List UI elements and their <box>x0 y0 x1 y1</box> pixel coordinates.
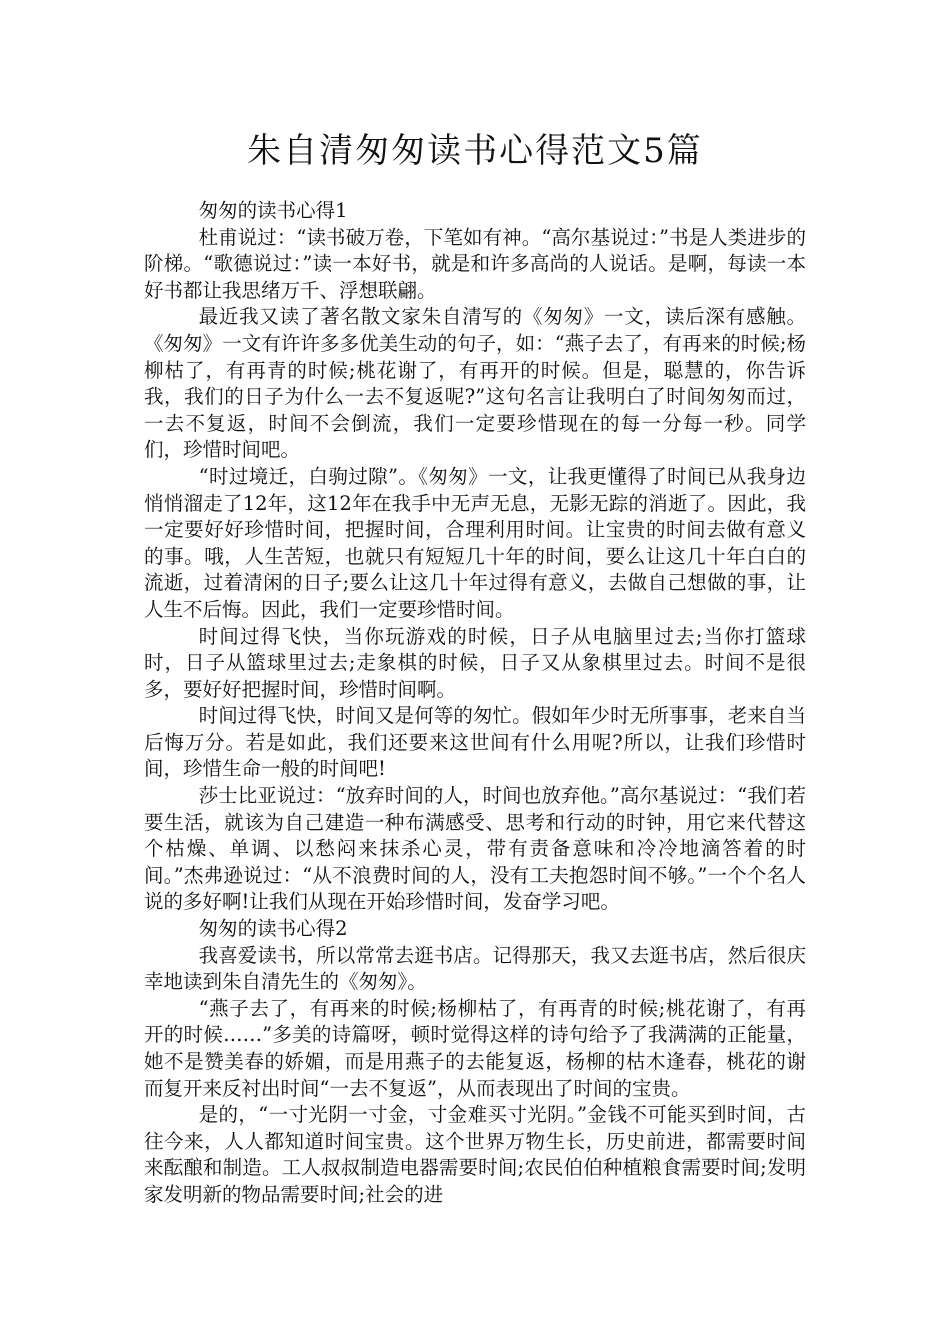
paragraph: 时间过得飞快，当你玩游戏的时候，日子从电脑里过去;当你打篮球时，日子从篮球里过去;走象棋的时候，日子又从象棋里过去。时间不是很多，要好好把握时间，珍惜时间啊。 <box>144 624 806 701</box>
paragraph: 我喜爱读书，所以常常去逛书店。记得那天，我又去逛书店，然后很庆幸地读到朱自清先生的《匆匆》。 <box>144 943 806 994</box>
section-heading-2: 匆匆的读书心得2 <box>198 917 348 941</box>
document-body <box>144 198 806 1209</box>
paragraph: 莎士比亚说过：“放弃时间的人，时间也放弃他。”高尔基说过：“我们若要生活，就该为自己建造一种布满感受、思考和行动的时钟，用它来代替这个枯燥、单调、以愁闷来抹杀心灵，带有责备意味和冷冷地滴答着的时间。”杰弗逊说过：“从不浪费时间的人，没有工夫抱怨时间不够。”一个个名人说的多好啊!让我们从现在开始珍惜时间，发奋学习吧。 <box>144 784 806 914</box>
paragraph: 杜甫说过：“读书破万卷，下笔如有神。“高尔基说过：”书是人类进步的阶梯。“歌德说过：”读一本好书，就是和许多高尚的人说话。是啊，每读一本好书都让我思绪万千、浮想联翩。 <box>144 225 806 302</box>
paragraph: “燕子去了，有再来的时候;杨柳枯了，有再青的时候;桃花谢了，有再开的时候……”多美的诗篇呀，顿时觉得这样的诗句给予了我满满的正能量，她不是赞美春的娇媚，而是用燕子的去能复返，杨柳的枯木逢春，桃花的谢而复开来反衬出时间“一去不复返”，从而表现出了时间的宝贵。 <box>144 996 806 1100</box>
paragraph: 是的，“一寸光阴一寸金，寸金难买寸光阴。”金钱不可能买到时间，古往今来，人人都知道时间宝贵。这个世界万物生长，历史前进，都需要时间来酝酿和制造。工人叔叔制造电器需要时间;农民伯伯种植粮食需要时间;发明家发明新的物品需要时间;社会的进 <box>144 1103 806 1206</box>
document-title: 朱自清匆匆读书心得范文5篇 <box>247 131 703 171</box>
document-page <box>144 0 806 1344</box>
paragraph: “时过境迁，白驹过隙”。《匆匆》一文，让我更懂得了时间已从我身边悄悄溜走了12年，这12年在我手中无声无息，无影无踪的消逝了。因此，我一定要好好珍惜时间，把握时间，合理利用时间。让宝贵的时间去做有意义的事。哦，人生苦短，也就只有短短几十年的时间，要么让这几十年白白的流逝，过着清闲的日子;要么让这几十年过得有意义，去做自己想做的事，让人生不后悔。因此，我们一定要珍惜时间。 <box>144 464 806 621</box>
paragraph: 最近我又读了著名散文家朱自清写的《匆匆》一文，读后深有感触。《匆匆》一文有许许多多优美生动的句子，如：“燕子去了，有再来的时候;杨柳枯了，有再青的时候;桃花谢了，有再开的时候。但是，聪慧的，你告诉我，我们的日子为什么一去不复返呢?”这句名言让我明白了时间匆匆而过，一去不复返，时间不会倒流，我们一定要珍惜现在的每一分每一秒。同学们，珍惜时间吧。 <box>144 305 806 462</box>
paragraph: 时间过得飞快，时间又是何等的匆忙。假如年少时无所事事，老来自当后悔万分。若是如此，我们还要来这世间有什么用呢?所以，让我们珍惜时间，珍惜生命一般的时间吧! <box>144 704 806 781</box>
section-heading-1: 匆匆的读书心得1 <box>198 199 348 222</box>
